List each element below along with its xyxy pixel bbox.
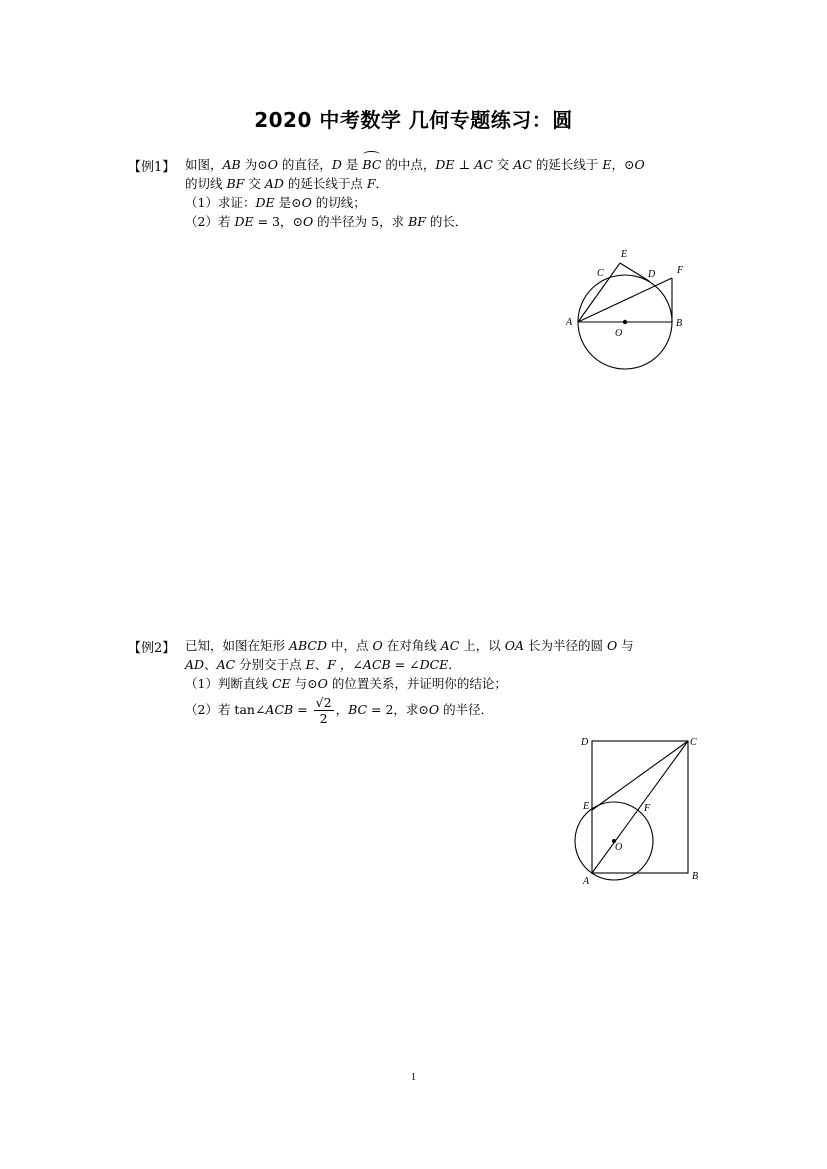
math: BF — [226, 176, 245, 191]
math: ∠ACB = ∠DCE — [352, 657, 449, 672]
text: 的中点， — [381, 157, 436, 172]
diagonal-ac — [592, 741, 688, 873]
label-a: A — [566, 317, 573, 328]
figure-2 — [570, 732, 710, 892]
segment-ed — [620, 263, 649, 281]
text: 的延长线于点 — [283, 176, 367, 191]
text: 的切线； — [311, 195, 366, 210]
text: （1）求证： — [185, 195, 256, 210]
example-1-line-1 — [185, 155, 645, 174]
label-c: C — [597, 268, 604, 279]
text: 为⊙ — [240, 157, 268, 172]
math: DE — [255, 195, 275, 210]
label-f: F — [677, 265, 684, 276]
text: ， — [335, 657, 353, 672]
text: （1）判断直线 — [185, 676, 272, 691]
page-number: 1 — [411, 1072, 416, 1083]
math: DE — [234, 214, 254, 229]
math: O — [372, 638, 383, 653]
text: 与 — [617, 638, 634, 653]
math: F — [366, 176, 376, 191]
text: ． — [448, 657, 461, 672]
math: E — [305, 657, 315, 672]
example-1-tag: 【例1】 — [128, 160, 176, 175]
math: AD — [185, 657, 205, 672]
text: 是⊙ — [274, 195, 302, 210]
label-o: O — [615, 842, 623, 853]
text: 的半径． — [439, 702, 494, 717]
math: O — [606, 638, 618, 653]
fraction-denominator: 2 — [319, 711, 328, 726]
text: 交 — [244, 176, 265, 191]
label-e: E — [621, 249, 628, 260]
example-2-question-1 — [185, 674, 507, 693]
math: D — [331, 157, 342, 172]
text: = 3，⊙ — [253, 214, 303, 229]
arc-bc: BC — [362, 157, 382, 172]
label-o: O — [615, 328, 623, 339]
math: DE ⊥ AC — [435, 157, 493, 172]
fraction — [314, 695, 334, 726]
math: O — [317, 676, 328, 691]
text: 的直径， — [277, 157, 332, 172]
math: AC — [216, 657, 236, 672]
text: 如图， — [185, 157, 223, 172]
math: AD — [264, 176, 284, 191]
text: 在对角线 — [382, 638, 441, 653]
text: = 2，求⊙ — [367, 702, 429, 717]
math: E — [602, 157, 612, 172]
text: 已知，如图在矩形 — [185, 638, 289, 653]
math: F — [327, 657, 336, 672]
math: O — [267, 157, 278, 172]
label-d: D — [648, 269, 656, 280]
example-1-line-2 — [185, 174, 388, 193]
text: = — [293, 702, 312, 717]
page-title: 2020 中考数学 几何专题练习：圆 — [254, 108, 573, 132]
text: 长为半径的圆 — [524, 638, 607, 653]
center-point — [623, 320, 627, 324]
label-b: B — [676, 318, 683, 329]
text: 是 — [341, 157, 363, 172]
text: 的长． — [425, 214, 468, 229]
text: 的位置关系，并证明你的结论； — [327, 676, 507, 691]
text: ，⊙ — [611, 157, 635, 172]
segment-ce — [592, 741, 688, 810]
example-1-question-1 — [185, 193, 366, 212]
text: 、 — [314, 657, 328, 672]
math: BC — [348, 702, 368, 717]
text: （2）若 tan — [185, 702, 255, 717]
text: 与⊙ — [290, 676, 318, 691]
label-d: D — [581, 737, 589, 748]
example-2-line-1 — [185, 636, 634, 655]
label-b: B — [692, 871, 699, 882]
math: O — [428, 702, 440, 717]
math: AC — [440, 638, 460, 653]
math: OA — [504, 638, 524, 653]
text: 的切线 — [185, 176, 227, 191]
math: AC — [513, 157, 532, 172]
text: 中，点 — [327, 638, 373, 653]
example-2-question-2 — [185, 695, 493, 726]
text: ． — [375, 176, 389, 191]
text: 、 — [204, 657, 217, 672]
label-c: C — [690, 737, 697, 748]
text: 上，以 — [459, 638, 505, 653]
text: 的延长线于 — [531, 157, 603, 172]
text: ， — [335, 702, 349, 717]
math: AB — [222, 157, 241, 172]
math: O — [302, 214, 314, 229]
text: 的半径为 5，求 — [313, 214, 409, 229]
label-a: A — [583, 876, 590, 887]
figure-1 — [555, 240, 705, 375]
math: O — [301, 195, 312, 210]
text: 交 — [492, 157, 514, 172]
math: BF — [408, 214, 426, 229]
example-2-line-2 — [185, 655, 461, 674]
example-1-question-2 — [185, 212, 467, 231]
math: ABCD — [288, 638, 328, 653]
label-e: E — [583, 801, 590, 812]
fraction-numerator: √2 — [315, 695, 332, 710]
math: O — [634, 157, 645, 172]
example-2-tag: 【例2】 — [128, 641, 176, 656]
label-f: F — [644, 803, 651, 814]
text: 分别交于点 — [235, 657, 306, 672]
segment-af — [578, 278, 672, 322]
math: ∠ACB — [254, 702, 294, 717]
text: （2）若 — [185, 214, 235, 229]
math: CE — [271, 676, 291, 691]
